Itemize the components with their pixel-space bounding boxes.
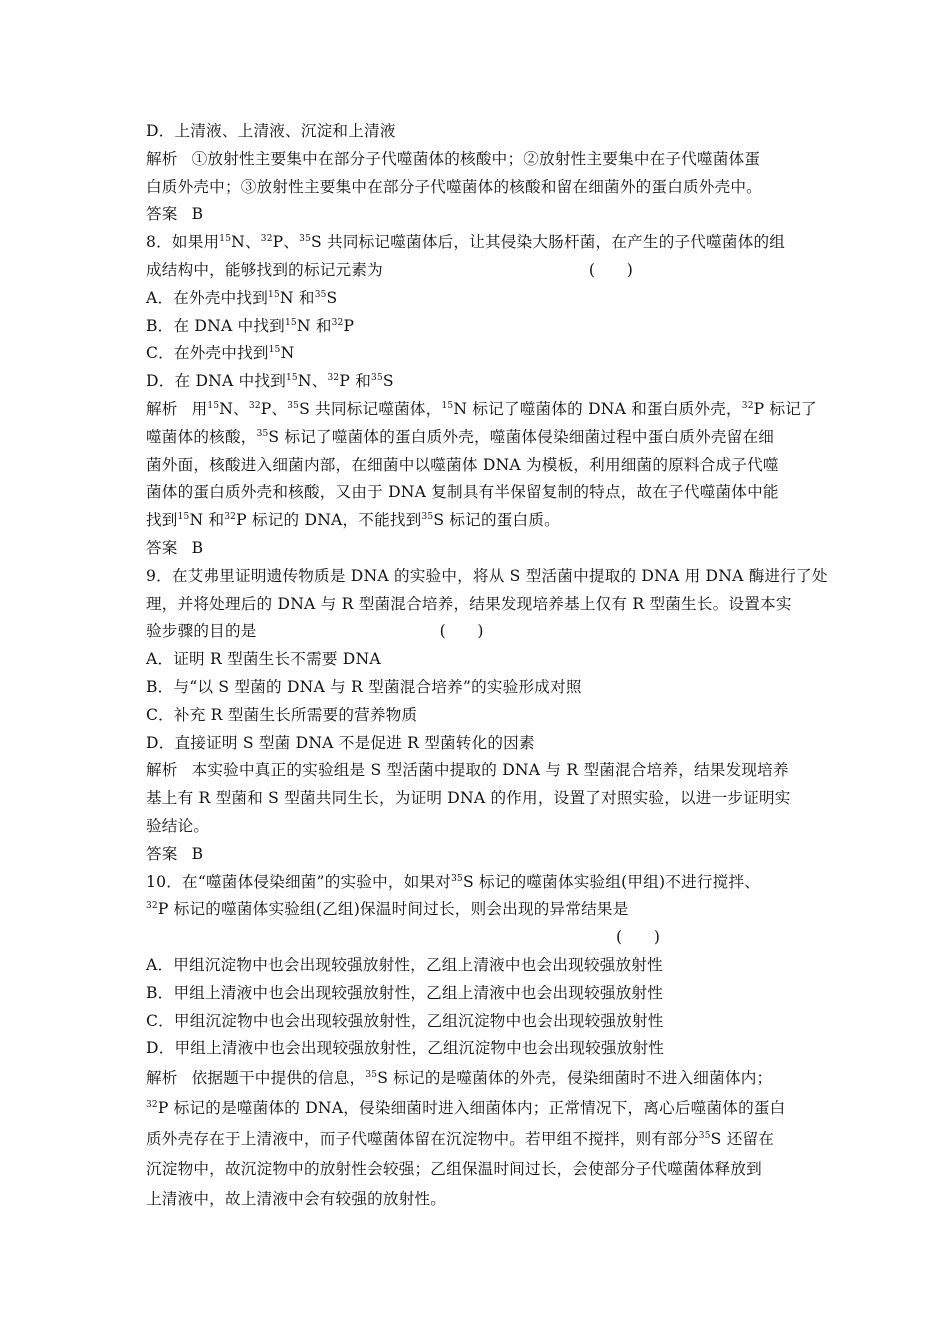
option-text: C．甲组沉淀物中也会出现较强放射性，乙组沉淀物中也会出现较强放射性 (146, 1011, 664, 1030)
q8-option-d (146, 368, 826, 396)
q10-analysis-line-4 (146, 1154, 826, 1184)
stem-text: P 标记的噬菌体实验组(乙组)保温时间过长，则会出现的异常结果是 (157, 900, 629, 919)
option-text: A．在外壳中找到 (146, 288, 269, 307)
q8-answer (146, 535, 826, 563)
answer-parentheses: ( ) (439, 622, 484, 641)
q8-analysis-line-3 (146, 452, 826, 480)
option-text: P 和 (339, 372, 372, 391)
analysis-text: 依据题干中提供的信息， (191, 1069, 366, 1088)
analysis-text: S 标记了噬菌体的蛋白质外壳，噬菌体侵染细菌过程中蛋白质外壳留在细 (268, 427, 775, 446)
q10-analysis-line-5 (146, 1184, 826, 1214)
option-text: A．证明 R 型菌生长不需要 DNA (146, 650, 381, 669)
stem-text: 验步骤的目的是 (146, 622, 257, 641)
q8-analysis-line-2 (146, 424, 826, 452)
analysis-text: S 标记的是噬菌体的外壳，侵染细菌时不进入细菌体内； (377, 1069, 773, 1088)
superscript: 32 (146, 901, 158, 912)
analysis-text: 菌外面，核酸进入细菌内部，在细菌中以噬菌体 DNA 为模板，利用细菌的原料合成子代噬 (146, 455, 779, 474)
stem-text: N、 (231, 233, 261, 252)
superscript: 32 (260, 234, 273, 245)
q10-stem-line-2 (146, 896, 826, 924)
analysis-text: P 标记了 (753, 399, 817, 418)
superscript: 32 (224, 512, 237, 523)
superscript: 35 (698, 1130, 711, 1141)
q9-analysis-line-3 (146, 813, 826, 841)
q9-option-c (146, 702, 826, 730)
analysis-text: S 共同标记噬菌体， (299, 399, 442, 418)
analysis-text: 质外壳存在于上清液中，而子代噬菌体留在沉淀物中。若甲组不搅拌，则有部分 (146, 1129, 699, 1148)
superscript: 15 (268, 289, 280, 300)
answer-label: 答案 (146, 844, 178, 863)
analysis-text: 用 (191, 399, 208, 418)
q8-analysis-line-1 (146, 396, 826, 424)
analysis-text: S 标记的蛋白质。 (433, 511, 560, 530)
analysis-text: 沉淀物中，故沉淀物中的放射性会较强；乙组保温时间过长，会使部分子代噬菌体释放到 (146, 1159, 762, 1178)
superscript: 35 (299, 234, 312, 245)
analysis-text: 上清液中，故上清液中会有较强的放射性。 (146, 1190, 447, 1209)
superscript: 35 (256, 428, 269, 439)
option-text: B．甲组上清液中也会出现较强放射性，乙组上清液中也会出现较强放射性 (146, 983, 664, 1002)
option-text: D．上清液、上清液、沉淀和上清液 (146, 122, 396, 140)
q8-analysis-line-4 (146, 479, 826, 507)
q7-analysis-line-1 (146, 146, 826, 174)
option-text: P (343, 316, 355, 335)
q10-analysis-line-1 (146, 1063, 826, 1093)
q9-option-d (146, 730, 826, 758)
q10-option-d (146, 1035, 826, 1063)
superscript: 32 (248, 400, 261, 411)
option-text: N (280, 344, 295, 363)
superscript: 15 (177, 512, 190, 523)
answer-label: 答案 (146, 538, 178, 557)
analysis-label: 解析 (146, 761, 178, 780)
answer-parentheses: ( ) (616, 928, 661, 947)
stem-text: 9．在艾弗里证明遗传物质是 DNA 的实验中，将从 S 型活菌中提取的 DNA 用 DNA 酶进行了处 (146, 566, 828, 585)
stem-text: 成结构中，能够找到的标记元素为 (146, 260, 383, 279)
superscript: 32 (331, 317, 344, 328)
superscript: 15 (268, 345, 281, 356)
q8-stem-line-2 (146, 257, 826, 285)
option-text: C．补充 R 型菌生长所需要的营养物质 (146, 705, 418, 724)
q10-stem-line-1 (146, 869, 826, 897)
q8-option-b (146, 313, 826, 341)
stem-text: P、 (272, 233, 300, 252)
q8-analysis-line-5 (146, 507, 826, 535)
analysis-text: P 标记的是噬菌体的 DNA，侵染细菌时进入细菌体内；正常情况下，离心后噬菌体的蛋白 (157, 1099, 786, 1118)
q10-option-b (146, 980, 826, 1008)
stem-text: S 共同标记噬菌体后，让其侵染大肠杆菌，在产生的子代噬菌体的组 (311, 233, 786, 252)
answer-value: B (191, 205, 204, 224)
superscript: 35 (365, 1070, 378, 1081)
q9-option-a (146, 646, 826, 674)
option-text: N 和 (279, 288, 315, 307)
q9-option-b (146, 674, 826, 702)
q8-option-c (146, 340, 826, 368)
stem-text: 10．在“噬菌体侵染细菌”的实验中，如果对 (146, 872, 452, 891)
answer-value: B (191, 538, 204, 557)
superscript: 32 (741, 400, 754, 411)
option-text: A．甲组沉淀物中也会出现较强放射性，乙组上清液中也会出现较强放射性 (146, 955, 663, 974)
q9-answer (146, 841, 826, 869)
analysis-label: 解析 (146, 399, 178, 418)
superscript: 15 (207, 400, 220, 411)
analysis-text: S 还留在 (710, 1129, 775, 1148)
analysis-text: N、 (219, 399, 249, 418)
analysis-text: ①放射性主要集中在部分子代噬菌体的核酸中；②放射性主要集中在子代噬菌体蛋 (191, 149, 761, 168)
q10-analysis-line-3 (146, 1124, 826, 1154)
option-text: N 和 (296, 316, 332, 335)
q9-analysis-line-2 (146, 785, 826, 813)
q8-stem-line-1 (146, 229, 826, 257)
option-text: B．在 DNA 中找到 (146, 316, 285, 335)
option-text: C．在外壳中找到 (146, 344, 269, 363)
q7-analysis-line-2 (146, 174, 826, 202)
q9-stem-line-1 (146, 563, 826, 591)
analysis-text: P 标记的 DNA，不能找到 (236, 511, 422, 530)
q9-analysis-line-1 (146, 757, 826, 785)
q7-answer (146, 201, 826, 229)
superscript: 15 (284, 317, 297, 328)
analysis-text: 找到 (146, 511, 178, 530)
q9-stem-line-3 (146, 618, 826, 646)
q8-option-a (146, 285, 826, 313)
option-text: D．直接证明 S 型菌 DNA 不是促进 R 型菌转化的因素 (146, 733, 535, 752)
option-text: N、 (297, 372, 328, 391)
analysis-text: 菌体的蛋白质外壳和核酸，又由于 DNA 复制具有半保留复制的特点，故在子代噬菌体中能 (146, 483, 779, 502)
superscript: 15 (219, 234, 232, 245)
stem-text: 理，并将处理后的 DNA 与 R 型菌混合培养，结果发现培养基上仅有 R 型菌生长。设置本实 (146, 594, 792, 613)
q10-option-a (146, 952, 826, 980)
option-text: D．甲组上清液中也会出现较强放射性，乙组沉淀物中也会出现较强放射性 (146, 1039, 665, 1058)
option-text: S (382, 372, 394, 391)
q7-option-d (146, 118, 826, 146)
q9-stem-line-2 (146, 591, 826, 619)
option-text: B．与“以 S 型菌的 DNA 与 R 型菌混合培养”的实验形成对照 (146, 677, 582, 696)
answer-label: 答案 (146, 205, 178, 224)
analysis-text: 本实验中真正的实验组是 S 型活菌中提取的 DNA 与 R 型菌混合培养，结果发现培养 (191, 761, 789, 780)
document-page (146, 118, 826, 1215)
analysis-text: P、 (260, 399, 288, 418)
superscript: 35 (421, 512, 434, 523)
q10-analysis-line-2 (146, 1093, 826, 1123)
analysis-text: 基上有 R 型菌和 S 型菌共同生长，为证明 DNA 的作用，设置了对照实验，以进一步证明实 (146, 789, 791, 808)
stem-text: S 标记的噬菌体实验组(甲组)不进行搅拌、 (462, 872, 761, 891)
analysis-text: 噬菌体的核酸， (146, 427, 257, 446)
analysis-label: 解析 (146, 1069, 178, 1088)
option-text: D．在 DNA 中找到 (146, 372, 286, 391)
superscript: 35 (451, 873, 463, 884)
option-text: S (326, 288, 338, 307)
analysis-text: N 标记了噬菌体的 DNA 和蛋白质外壳， (453, 399, 742, 418)
answer-parentheses: ( ) (588, 260, 634, 279)
superscript: 15 (441, 400, 454, 411)
superscript: 35 (371, 373, 383, 384)
superscript: 35 (314, 289, 327, 300)
superscript: 32 (327, 373, 340, 384)
analysis-label: 解析 (146, 149, 178, 168)
answer-value: B (191, 844, 204, 863)
analysis-text: 验结论。 (146, 816, 210, 835)
superscript: 35 (287, 400, 300, 411)
q10-option-c (146, 1008, 826, 1036)
analysis-text: N 和 (189, 511, 225, 530)
superscript: 32 (146, 1100, 158, 1111)
analysis-text: 白质外壳中；③放射性主要集中在部分子代噬菌体的核酸和留在细菌外的蛋白质外壳中。 (146, 177, 762, 196)
q10-stem-line-3 (146, 924, 826, 952)
stem-text: 8．如果用 (146, 233, 220, 252)
superscript: 15 (286, 373, 298, 384)
